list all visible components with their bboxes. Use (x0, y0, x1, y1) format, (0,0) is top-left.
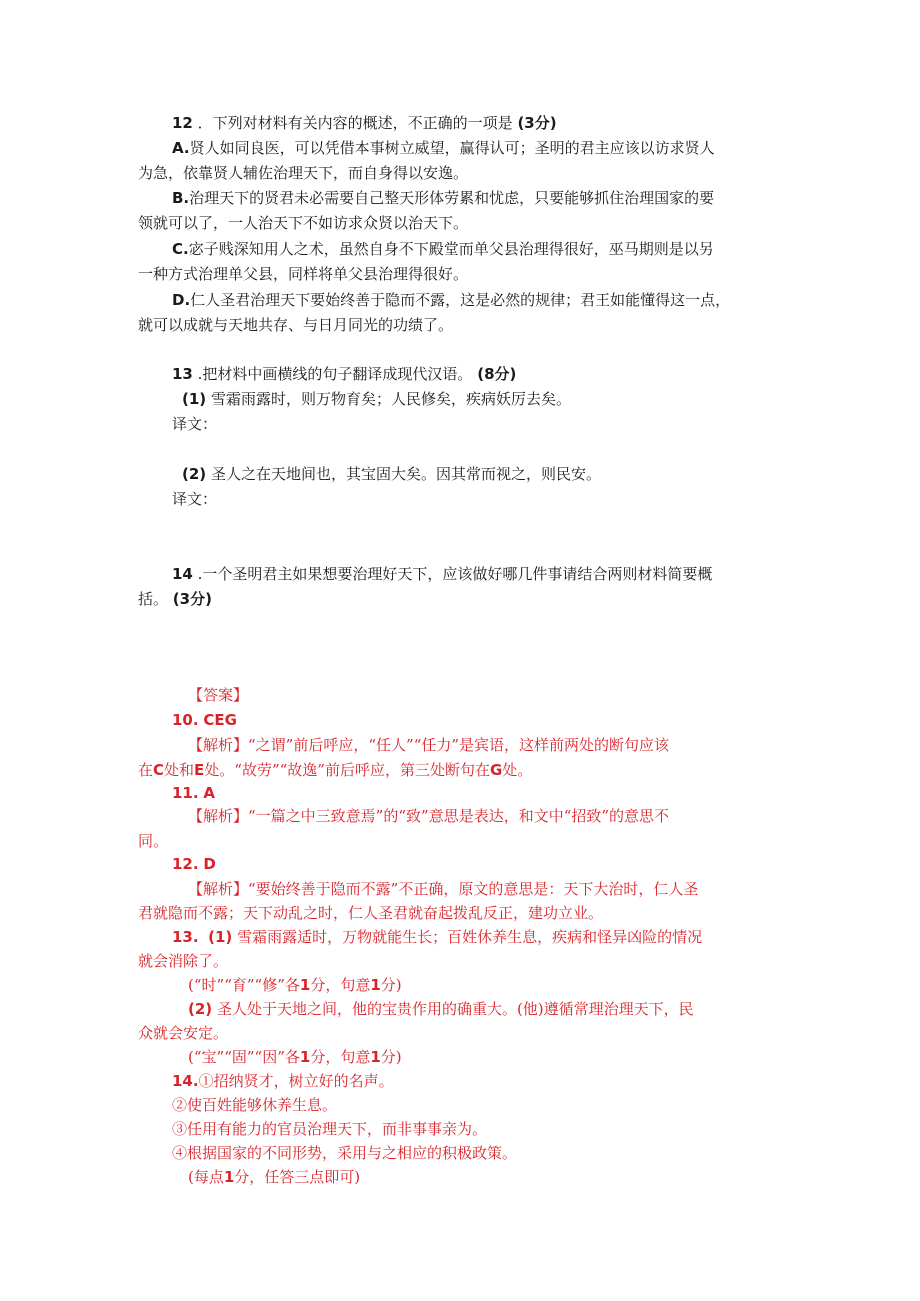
answer-12-value: D (203, 855, 216, 873)
q12-option-a-line2: 为急，依靠贤人辅佐治理天下，而自身得以安逸。 (138, 164, 469, 182)
answer-13-score-2d: 1 (370, 1048, 381, 1066)
q13-number: 13 (172, 365, 193, 383)
answer-10-number: 10. (172, 711, 199, 729)
answers-header: 【答案】 (188, 686, 249, 704)
answer-11-analysis-tag: 【解析】 (188, 807, 249, 825)
answer-12 (172, 852, 788, 876)
answer-13-text-2a: 圣人处于天地之间，他的宝贵作用的确重大。(他)遵循常理治理天下，民 (216, 1000, 694, 1018)
answer-10-letter-e: E (194, 761, 205, 779)
answer-14-point-4: ④根据国家的不同形势，采用与之相应的积极政策。 (172, 1144, 518, 1162)
q12-score: (3分) (517, 114, 557, 132)
answer-13-item-2 (188, 997, 788, 1021)
answer-13-score-1b: 1 (299, 976, 311, 994)
answer-10-analysis-tag: 【解析】 (188, 736, 249, 754)
answer-12-analysis-line2: 君就隐而不露；天下动乱之时，仁人圣君就奋起拨乱反正，建功立业。 (138, 904, 604, 922)
answer-12-analysis-line1 (188, 877, 788, 901)
q13-score: (8分) (477, 365, 517, 383)
q12-number: 12 (172, 114, 193, 132)
q12-option-b-line1 (172, 186, 788, 210)
answer-10-analysis-text1: “之谓”前后呼应，“任人”“任力”是宾语，这样前两处的断句应该 (248, 736, 670, 754)
q14-stem-text2: 括。 (138, 590, 169, 608)
answer-13-score-1 (188, 973, 788, 997)
answer-13-mark-2: (2) (188, 1000, 213, 1018)
q13-stem-text: .把材料中画横线的句子翻译成现代汉语。 (197, 365, 473, 383)
q13-item-2-text: 圣人之在天地间也，其宝固大矣。因其常而视之，则民安。 (210, 465, 601, 483)
q12-option-d-letter: D. (172, 291, 191, 309)
q12-option-d-line2: 就可以成就与天地共存、与日月同光的功绩了。 (138, 316, 454, 334)
q14-score: (3分) (172, 590, 212, 608)
q13-item-2 (182, 462, 788, 486)
answer-13-mark-1: (1) (208, 928, 233, 946)
answer-10-letter-c: C (153, 761, 165, 779)
q12-option-a-text1: 贤人如同良医，可以凭借本事树立威望，赢得认可；圣明的君主应该以访求贤人 (189, 139, 715, 157)
answer-14-score-b: 1 (223, 1168, 235, 1186)
q12-option-b-line2: 领就可以了，一人治天下不如访求众贤以治天下。 (138, 214, 469, 232)
q12-option-a-line1 (172, 136, 788, 160)
answer-13-score-2c: 分，句意 (310, 1048, 371, 1066)
q13-item-1 (182, 387, 788, 411)
q13-item-1-text: 雪霜雨露时，则万物育矣；人民修矣，疾病妖厉去矣。 (210, 390, 571, 408)
answer-10-text-g: 处。 (502, 761, 533, 779)
answer-14-point-1 (172, 1069, 788, 1093)
answer-10-text-c: 处和 (164, 761, 195, 779)
answer-13-text-1a: 雪霜雨露适时，万物就能生长；百姓休养生息，疾病和怪异凶险的情况 (237, 928, 703, 946)
answer-13-number: 13. (172, 928, 199, 946)
q13-item-2-mark: (2) (182, 465, 207, 483)
answer-11-analysis-line1 (188, 804, 788, 828)
answer-12-number: 12. (172, 855, 199, 873)
answer-10-text-e: 处。“故劳”“故逸”前后呼应，第三处断句在 (204, 761, 490, 779)
answer-13-score-2e: 分) (380, 1048, 402, 1066)
answer-13-score-1a: (“时”“育”“修”各 (188, 976, 300, 994)
answer-11-analysis-text1: “一篇之中三致意焉”的“致”意思是表达，和文中“招致”的意思不 (248, 807, 670, 825)
q14-stem (172, 562, 788, 586)
answer-10-value: CEG (203, 711, 237, 729)
answer-13-score-1c: 分，句意 (310, 976, 371, 994)
answer-12-analysis-text1: “要始终善于隐而不露”不正确，原文的意思是：天下大治时，仁人圣 (248, 880, 699, 898)
q12-stem-text: ．下列对材料有关内容的概述，不正确的一项是 (197, 114, 513, 132)
answer-13-score-2a: (“宝”“固”“因”各 (188, 1048, 300, 1066)
answer-11-value: A (203, 784, 215, 802)
answer-13-score-2 (188, 1045, 788, 1069)
answer-13-text-1b: 就会消除了。 (138, 952, 229, 970)
answer-14-score-c: 分，任答三点即可) (234, 1168, 361, 1186)
answer-10-text-a: 在 (138, 761, 154, 779)
q12-option-d-line1 (172, 288, 788, 312)
answer-13-score-1e: 分) (380, 976, 402, 994)
answer-10-analysis-line1 (188, 733, 788, 757)
q12-option-c-line2: 一种方式治理单父县，同样将单父县治理得很好。 (138, 265, 469, 283)
answer-13-item-1 (172, 925, 788, 949)
answer-10 (172, 708, 788, 732)
answer-10-letter-g: G (489, 761, 503, 779)
q12-option-a-letter: A. (172, 139, 190, 157)
answer-14-point-1-text: ①招纳贤才，树立好的名声。 (198, 1072, 394, 1090)
q14-number: 14 (172, 565, 193, 583)
q13-stem (172, 362, 788, 386)
answer-11 (172, 781, 788, 805)
q14-stem-line2 (138, 587, 788, 611)
answer-13-score-1d: 1 (370, 976, 381, 994)
answer-14-number: 14. (172, 1072, 199, 1090)
answer-11-number: 11. (172, 784, 199, 802)
answer-13-score-2b: 1 (299, 1048, 311, 1066)
answer-14-point-3: ③任用有能力的官员治理天下，而非事事亲为。 (172, 1120, 488, 1138)
q12-option-c-text1: 宓子贱深知用人之术，虽然自身不下殿堂而单父县治理得很好，巫马期则是以另 (188, 240, 714, 258)
answer-13-text-2b: 众就会安定。 (138, 1024, 229, 1042)
answer-11-analysis-line2: 同。 (138, 832, 169, 850)
answer-14-score-a: (每点 (188, 1168, 224, 1186)
q12-option-d-text1: 仁人圣君治理天下要始终善于隐而不露，这是必然的规律；君王如能懂得这一点， (190, 291, 731, 309)
q13-item-1-answer-label: 译文： (172, 415, 218, 433)
q13-item-2-answer-label: 译文： (172, 490, 218, 508)
q12-option-c-letter: C. (172, 240, 189, 258)
q12-option-b-text1: 治理天下的贤君未必需要自己整天形体劳累和忧虑，只要能够抓住治理国家的要 (189, 189, 715, 207)
q12-option-c-line1 (172, 237, 788, 261)
q14-stem-text: .一个圣明君主如果想要治理好天下，应该做好哪几件事请结合两则材料简要概 (197, 565, 713, 583)
q12-option-b-letter: B. (172, 189, 190, 207)
answer-10-analysis-line2 (138, 758, 788, 782)
q13-item-1-mark: (1) (182, 390, 207, 408)
answer-14-score (188, 1165, 788, 1189)
answer-12-analysis-tag: 【解析】 (188, 880, 249, 898)
answer-14-point-2: ②使百姓能够休养生息。 (172, 1096, 338, 1114)
q12-stem (172, 111, 788, 135)
